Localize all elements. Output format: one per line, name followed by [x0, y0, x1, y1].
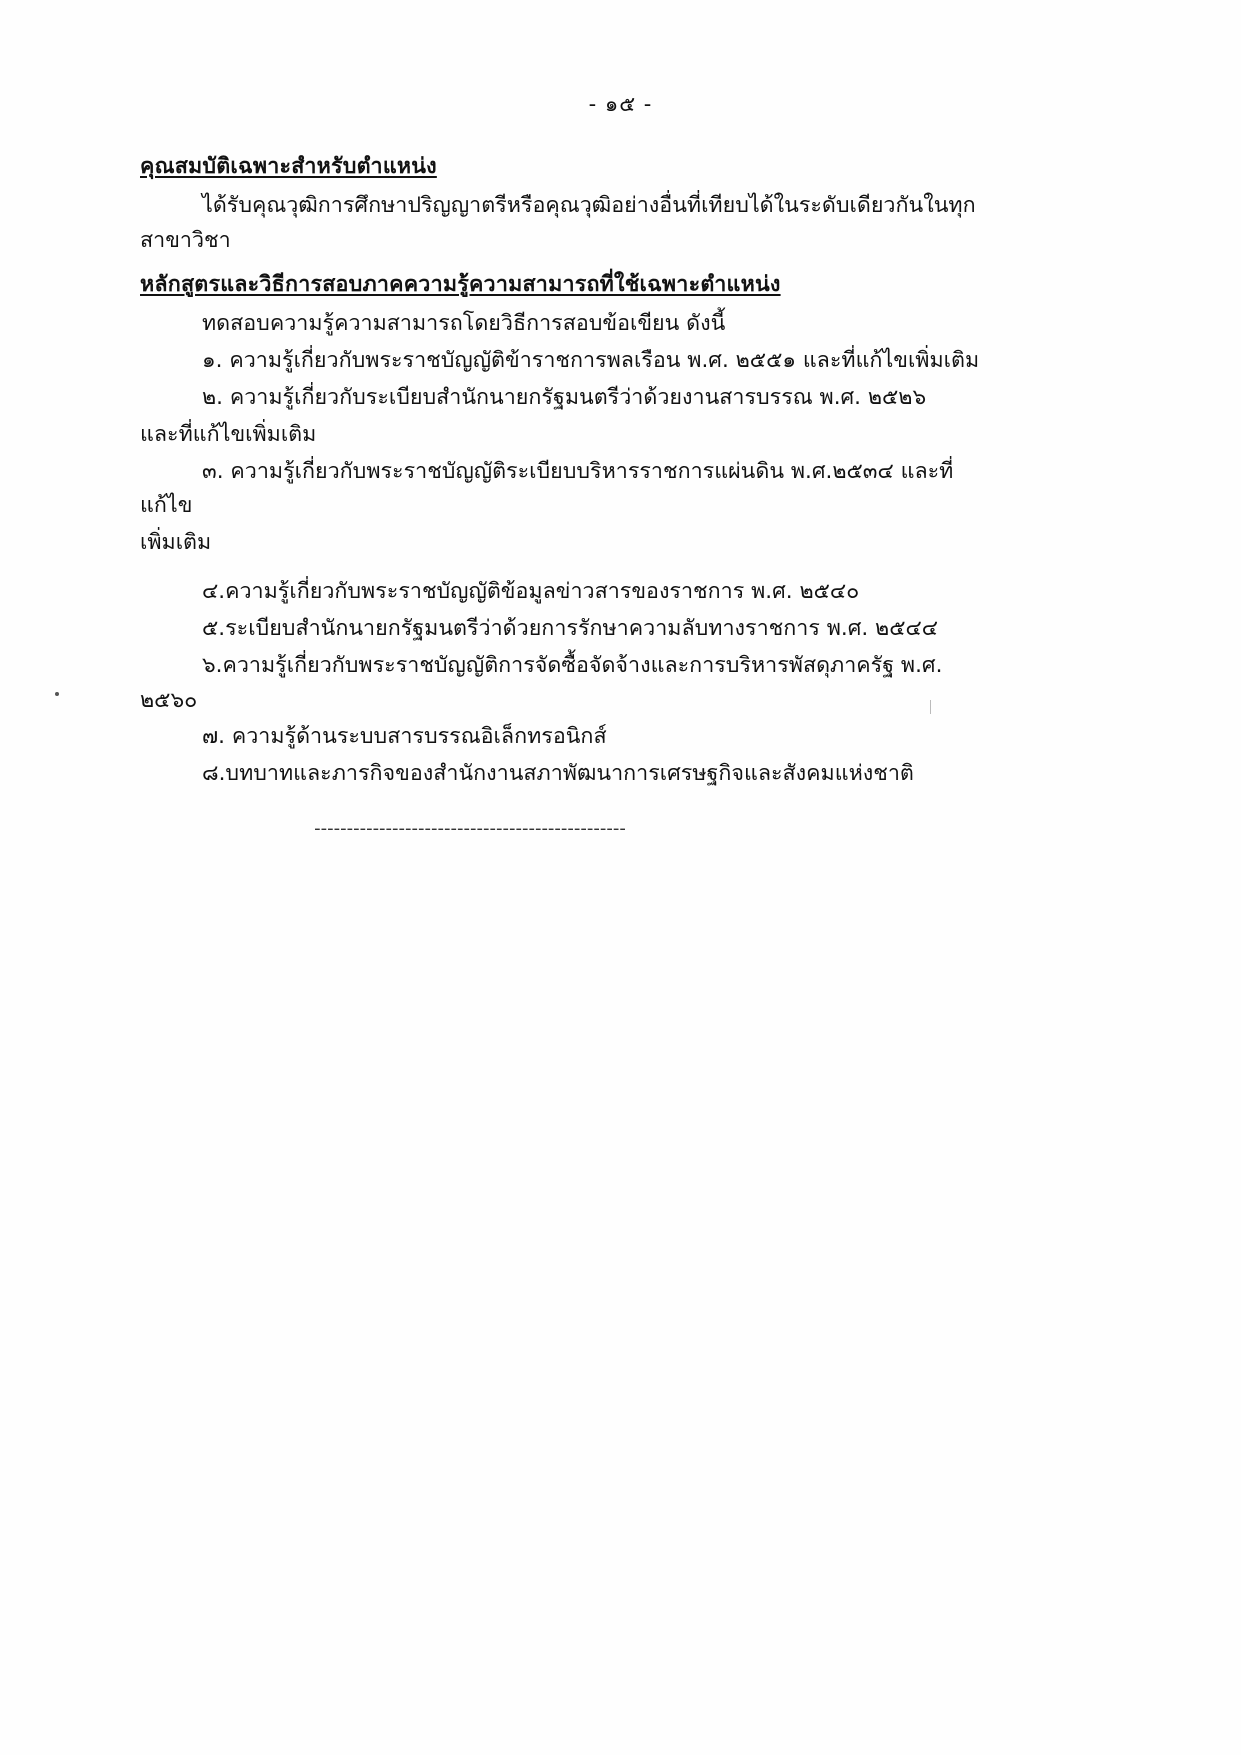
list-item: ๒. ความรู้เกี่ยวกับระเบียบสำนักนายกรัฐมนตรีว่าด้วยงานสารบรรณ พ.ศ. ๒๕๒๖ — [202, 384, 927, 410]
stray-ink-mark — [55, 692, 59, 696]
list-item: ๓. ความรู้เกี่ยวกับพระราชบัญญัติระเบียบบริหารราชการแผ่นดิน พ.ศ.๒๕๓๔ และที่แก้ไข — [140, 458, 954, 519]
list-item: ๕.ระเบียบสำนักนายกรัฐมนตรีว่าด้วยการรักษาความลับทางราชการ พ.ศ. ๒๕๔๔ — [202, 615, 939, 641]
list-item: ๔.ความรู้เกี่ยวกับพระราชบัญญัติข้อมูลข่าวสารของราชการ พ.ศ. ๒๕๔๐ — [202, 579, 860, 605]
curriculum-intro-paragraph: ทดสอบความรู้ความสามารถโดยวิธีการสอบข้อเขียน ดังนี้ — [202, 311, 726, 337]
list-item-continuation: และที่แก้ไขเพิ่มเติม — [140, 421, 317, 447]
list-item-continuation: เพิ่มเติม — [140, 530, 212, 556]
stray-ink-line — [930, 700, 931, 714]
list-item: ๑. ความรู้เกี่ยวกับพระราชบัญญัติข้าราชการพลเรือน พ.ศ. ๒๕๕๑ และที่แก้ไขเพิ่มเติม — [202, 348, 980, 374]
section-heading-qualifications: คุณสมบัติเฉพาะสำหรับตำแหน่ง — [140, 154, 437, 179]
section-divider: ------------------------------------------------ — [314, 818, 626, 840]
page-number: - ๑๕ - — [588, 92, 653, 116]
list-item: ๗. ความรู้ด้านระบบสารบรรณอิเล็กทรอนิกส์ — [202, 724, 607, 750]
section-heading-curriculum: หลักสูตรและวิธีการสอบภาคความรู้ความสามารถที่ใช้เฉพาะตำแหน่ง — [140, 272, 781, 298]
document-body — [140, 150, 1000, 843]
list-item: ๖.ความรู้เกี่ยวกับพระราชบัญญัติการจัดซื้อจัดจ้างและการบริหารพัสดุภาครัฐ พ.ศ. ๒๕๖๐ — [140, 652, 943, 713]
knowledge-topics-list — [140, 344, 1000, 792]
qualifications-paragraph: ได้รับคุณวุฒิการศึกษาปริญญาตรีหรือคุณวุฒิอย่างอื่นที่เทียบได้ในระดับเดียวกันในทุกสาขาวิชา — [140, 192, 976, 253]
list-item: ๘.บทบาทและภารกิจของสำนักงานสภาพัฒนาการเศรษฐกิจและสังคมแห่งชาติ — [202, 761, 914, 787]
